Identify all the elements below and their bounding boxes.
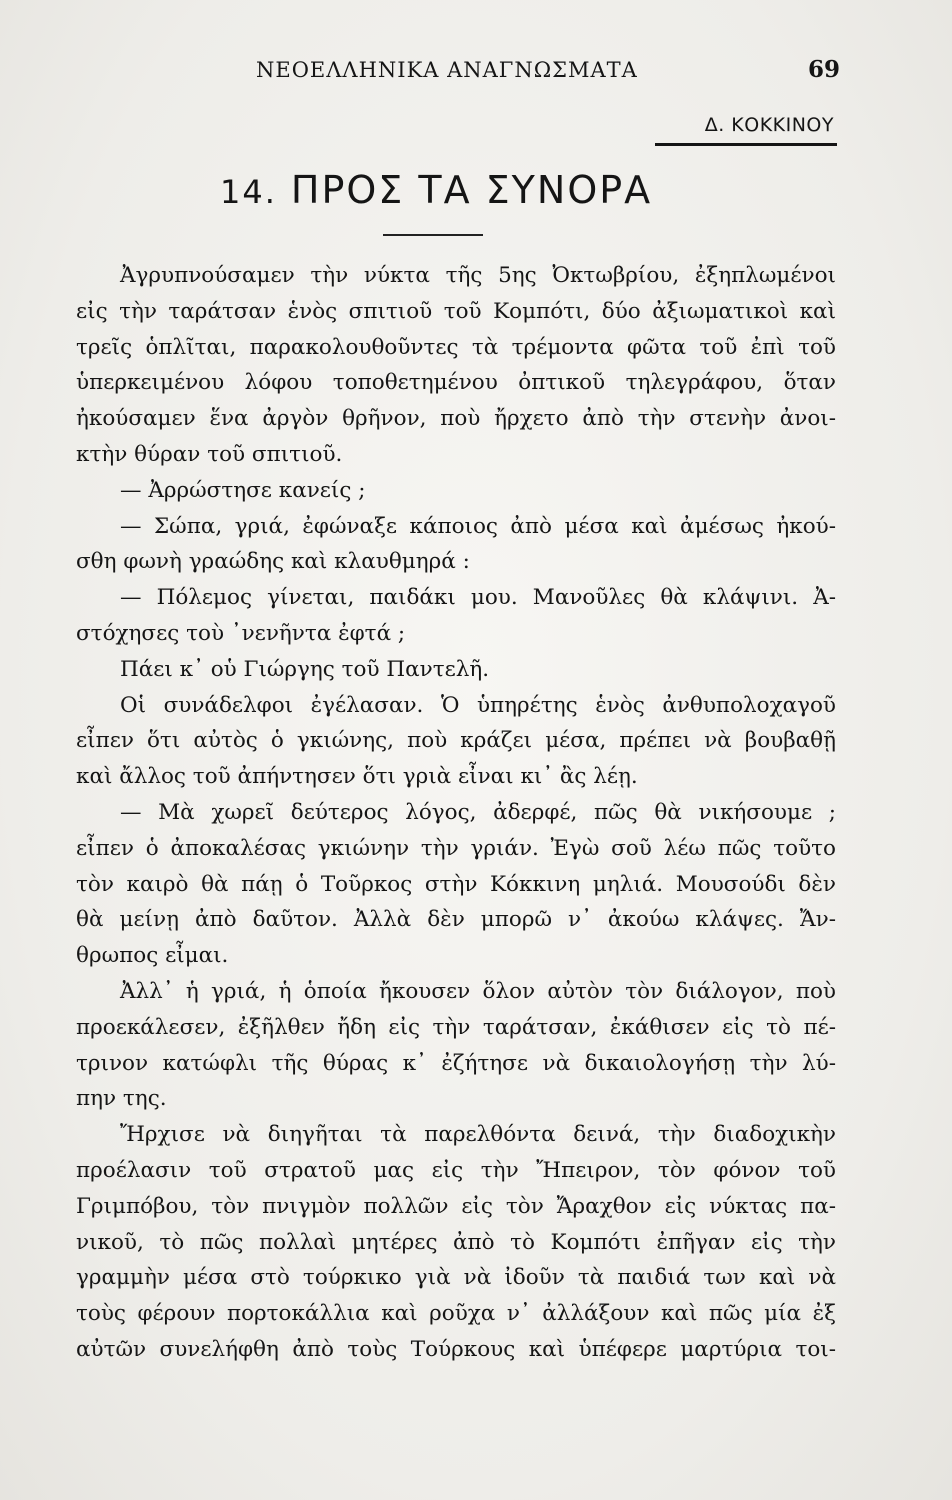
text-line: Πάει κ᾿ οὑ Γιώργης τοῦ Παντελῆ. — [120, 656, 490, 682]
text-line: — Πόλεμος γίνεται, παιδάκι μου. Μανοῦλες θὰ κλάψινι. Ἀ- — [120, 585, 836, 611]
text-line: προέλασιν τοῦ στρατοῦ μας εἰς τὴν Ἤπειρον, τὸν φόνον τοῦ — [76, 1157, 836, 1183]
text-line: Οἱ συνάδελφοι ἐγέλασαν. Ὁ ὑπηρέτης ἑνὸς ἀνθυπολοχαγοῦ — [120, 692, 836, 718]
text-line: — Μὰ χωρεῖ δεύτερος λόγος, ἀδερφέ, πῶς θὰ νικήσουμε ; — [120, 799, 836, 825]
text-line: τοὺς φέρουν πορτοκάλλια καὶ ροῦχα ν᾿ ἀλλάξουν καὶ πῶς μία ἐξ — [76, 1301, 836, 1327]
title-rule — [383, 234, 483, 236]
text-line: τρεῖς ὁπλῖται, παρακολουθοῦντες τὰ τρέμοντα φῶτα τοῦ ἐπὶ τοῦ — [76, 334, 836, 360]
running-title: ΝΕΟΕΛΛΗΝΙΚΑ ΑΝΑΓΝΩΣΜΑΤΑ — [256, 58, 638, 82]
chapter-title — [220, 168, 652, 212]
text-line: καὶ ἄλλος τοῦ ἀπήντησεν ὅτι γριὰ εἶναι κι᾿ ἂς λέῃ. — [76, 764, 638, 790]
text-line: εἶπεν ὅτι αὐτὸς ὁ γκιώνης, ποὺ κράζει μέσα, πρέπει νὰ βουβαθῇ — [76, 728, 836, 754]
text-line: Ἤρχισε νὰ διηγῆται τὰ παρελθόντα δεινά, τὴν διαδοχικὴν — [120, 1122, 836, 1148]
text-line: εἰς τὴν ταράτσαν ἑνὸς σπιτιοῦ τοῦ Κομπότι, δύο ἀξιωματικοὶ καὶ — [76, 298, 836, 324]
chapter-title-text: ΠΡΟΣ ΤΑ ΣΥΝΟΡΑ — [290, 168, 653, 212]
text-line: στόχησες τοὺ ᾿νενῆντα ἐφτά ; — [76, 620, 406, 646]
text-line: ἠκούσαμεν ἕνα ἀργὸν θρῆνον, ποὺ ἤρχετο ἀπὸ τὴν στενὴν ἀνοι- — [76, 406, 836, 432]
text-line: — Σώπα, γριά, ἐφώναξε κάποιος ἀπὸ μέσα καὶ ἀμέσως ἠκού- — [120, 513, 836, 539]
text-line: γραμμὴν μέσα στὸ τούρκικο γιὰ νὰ ἰδοῦν τὰ παιδιά των καὶ νὰ — [76, 1265, 836, 1291]
author-rule — [655, 143, 837, 146]
text-line: θρωπος εἶμαι. — [76, 943, 229, 969]
text-line: σθη φωνὴ γραώδης καὶ κλαυθμηρά : — [76, 549, 470, 575]
text-line: αὐτῶν συνελήφθη ἀπὸ τοὺς Τούρκους καὶ ὑπέφερε μαρτύρια τοι- — [76, 1336, 836, 1362]
text-line: εἶπεν ὁ ἀποκαλέσας γκιώνην τὴν γριάν. Ἐγὼ σοῦ λέω πῶς τοῦτο — [76, 835, 836, 861]
text-line: κτὴν θύραν τοῦ σπιτιοῦ. — [76, 441, 343, 467]
author-name: Δ. ΚΟΚΚΙΝΟΥ — [704, 114, 834, 136]
text-line: πην της. — [76, 1086, 167, 1112]
text-line: νικοῦ, τὸ πῶς πολλαὶ μητέρες ἀπὸ τὸ Κομπότι ἐπῆγαν εἰς τὴν — [76, 1229, 836, 1255]
text-line: θὰ μείνῃ ἀπὸ δαῦτον. Ἀλλὰ δὲν μπορῶ ν᾿ ἀκούω κλάψες. Ἄν- — [76, 907, 836, 933]
page-number: 69 — [807, 56, 840, 83]
running-head — [60, 58, 840, 90]
text-line: Ἀγρυπνούσαμεν τὴν νύκτα τῆς 5ης Ὀκτωβρίου, ἐξηπλωμένοι — [120, 263, 836, 288]
text-line: προεκάλεσεν, ἐξῆλθεν ἤδη εἰς τὴν ταράτσαν, ἐκάθισεν εἰς τὸ πέ- — [76, 1014, 836, 1040]
text-line: τὸν καιρὸ θὰ πάῃ ὁ Τοῦρκος στὴν Κόκκινη μηλιά. Μουσούδι δὲν — [76, 871, 836, 897]
text-line: τρινον κατώφλι τῆς θύρας κ᾿ ἐζήτησε νὰ δικαιολογήσῃ τὴν λύ- — [76, 1050, 836, 1076]
text-line: Γριμπόβου, τὸν πνιγμὸν πολλῶν εἰς τὸν Ἄραχθον εἰς νύκτας πα- — [76, 1193, 836, 1219]
text-line: ὑπερκειμένου λόφου τοποθετημένου ὀπτικοῦ τηλεγράφου, ὅταν — [76, 370, 836, 396]
chapter-number: 14. — [220, 173, 277, 211]
text-line: Ἀλλ᾿ ἡ γριά, ἡ ὁποία ἤκουσεν ὅλον αὐτὸν τὸν διάλογον, ποὺ — [120, 978, 836, 1004]
text-line: — Ἀρρώστησε κανείς ; — [120, 477, 366, 503]
body-text — [76, 258, 836, 1368]
